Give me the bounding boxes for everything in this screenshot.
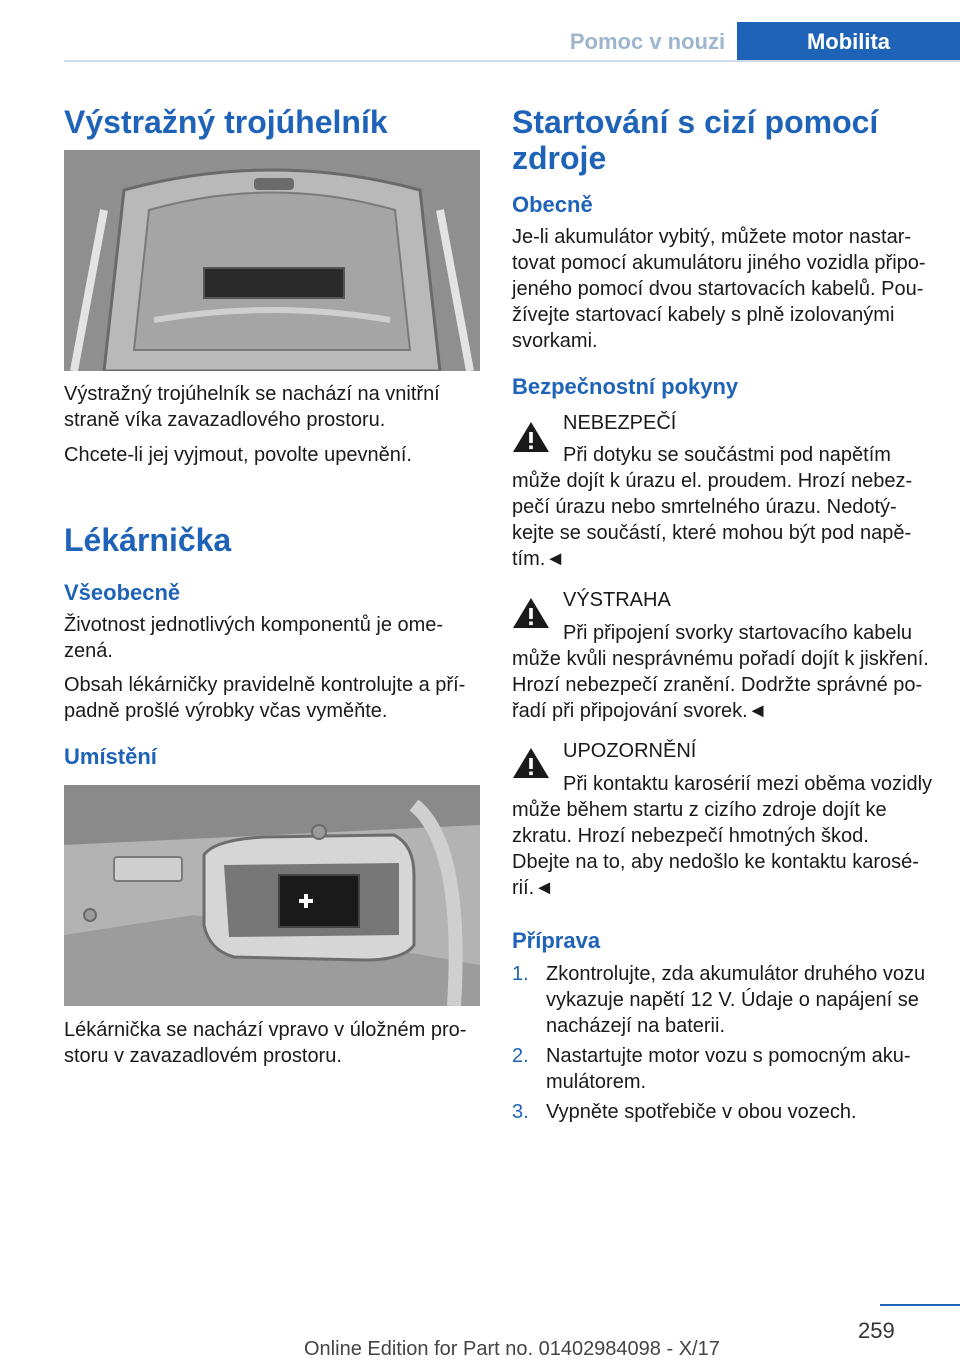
- step-2-line-2: mulátorem.: [546, 1071, 647, 1093]
- triangle-caption-line-2: straně víka zavazadlového prostoru.: [64, 409, 386, 431]
- section-title-jump-start-line-1: Startování s cizí pomocí: [512, 104, 879, 140]
- general-line-2: tovat pomocí akumulátoru jiného vozidla připo-: [512, 252, 926, 274]
- subheading-general: Všeobecně: [64, 580, 181, 605]
- general-line-5: svorkami.: [512, 330, 598, 352]
- warning-triangle-icon: [511, 596, 551, 630]
- subheading-safety: Bezpečnostní pokyny: [512, 374, 739, 399]
- general-line-4: žívejte startovací kabely s plně izolovanými: [512, 304, 895, 326]
- step-1-line-2: vykazuje napětí 12 V. Údaje o napájení se: [546, 989, 919, 1011]
- tab-mobilita[interactable]: Mobilita: [737, 22, 960, 62]
- step-number: 2.: [512, 1045, 529, 1067]
- warning-notice-line-4: Dbejte na to, aby nedošlo ke kontaktu karosé-: [512, 851, 919, 873]
- step-number: 3.: [512, 1101, 529, 1123]
- kit-para1-line-1: Životnost jednotlivých komponentů je ome-: [64, 614, 444, 636]
- subheading-preparation: Příprava: [512, 928, 601, 953]
- trunk-storage-illustration: [64, 785, 480, 1006]
- subheading-overview: Obecně: [512, 192, 593, 217]
- step-1-line-1: Zkontrolujte, zda akumulátor druhého vozu: [546, 963, 926, 985]
- step-1-line-3: nacházejí na baterii.: [546, 1015, 726, 1037]
- kit-caption-line-2: storu v zavazadlovém prostoru.: [64, 1045, 342, 1067]
- section-title-warning-triangle: Výstražný trojúhelník: [64, 104, 388, 140]
- warning-caution-line-4: řadí při připojování svorek.◄: [512, 700, 768, 722]
- warning-danger-line-5: tím.◄: [512, 548, 566, 570]
- general-line-3: jeného pomocí dvou startovacích kabelů. Pou-: [512, 278, 924, 300]
- kit-para2-line-1: Obsah lékárničky pravidelně kontrolujte a pří-: [64, 674, 466, 696]
- step-2-line-1: Nastartujte motor vozu s pomocným aku-: [546, 1045, 911, 1067]
- warning-notice-line-5: rií.◄: [512, 877, 555, 899]
- warning-notice-line-3: zkratu. Hrozí nebezpečí hmotných škod.: [512, 825, 869, 847]
- header-divider: [64, 60, 960, 62]
- warning-caution-line-1: Při připojení svorky startovacího kabelu: [563, 622, 913, 644]
- warning-triangle-icon: [511, 746, 551, 780]
- tab-pomoc-v-nouzi[interactable]: Pomoc v nouzi: [569, 29, 726, 54]
- warning-notice-line-2: může během startu z cizího zdroje dojít ke: [512, 799, 887, 821]
- step-number: 1.: [512, 963, 529, 985]
- warning-danger-line-3: pečí úrazu nebo smrtelného úrazu. Nedotý-: [512, 496, 897, 518]
- warning-danger-title: NEBEZPEČÍ: [563, 412, 677, 434]
- kit-para1-line-2: zená.: [64, 640, 113, 662]
- triangle-para: Chcete-li jej vyjmout, povolte upevnění.: [64, 444, 412, 466]
- step-3-line-1: Vypněte spotřebiče v obou vozech.: [546, 1101, 857, 1123]
- warning-caution-line-3: Hrozí nebezpečí zranění. Dodržte správné po-: [512, 674, 923, 696]
- warning-danger-line-2: může dojít k úrazu el. proudem. Hrozí nebez-: [512, 470, 913, 492]
- trunk-lid-photo: [64, 150, 480, 371]
- footer-edition: Online Edition for Part no. 01402984098 - X/17: [304, 1338, 720, 1360]
- warning-caution-line-2: může kvůli nesprávnému pořadí dojít k jiskření.: [512, 648, 929, 670]
- page-number: 259: [858, 1318, 895, 1343]
- warning-caution-title: VÝSTRAHA: [563, 589, 671, 611]
- kit-caption-line-1: Lékárnička se nachází vpravo v úložném pro-: [64, 1019, 467, 1041]
- warning-danger-line-1: Při dotyku se součástmi pod napětím: [563, 444, 891, 466]
- footer-divider: [880, 1304, 960, 1306]
- warning-notice-title: UPOZORNĚNÍ: [563, 740, 697, 762]
- warning-triangle-icon: [511, 420, 551, 454]
- section-title-jump-start-line-2: zdroje: [512, 140, 607, 176]
- section-title-first-aid: Lékárnička: [64, 522, 232, 558]
- warning-danger-line-4: kejte se součástí, které mohou být pod napě-: [512, 522, 912, 544]
- kit-para2-line-2: padně prošlé výrobky včas vyměňte.: [64, 700, 388, 722]
- trunk-lid-illustration: [64, 150, 480, 371]
- triangle-caption-line-1: Výstražný trojúhelník se nachází na vnitřní: [64, 383, 440, 405]
- warning-notice-line-1: Při kontaktu karosérií mezi oběma vozidly: [563, 773, 933, 795]
- first-aid-location-photo: [64, 785, 480, 1006]
- general-line-1: Je-li akumulátor vybitý, můžete motor nastar-: [512, 226, 912, 248]
- subheading-location: Umístění: [64, 744, 157, 769]
